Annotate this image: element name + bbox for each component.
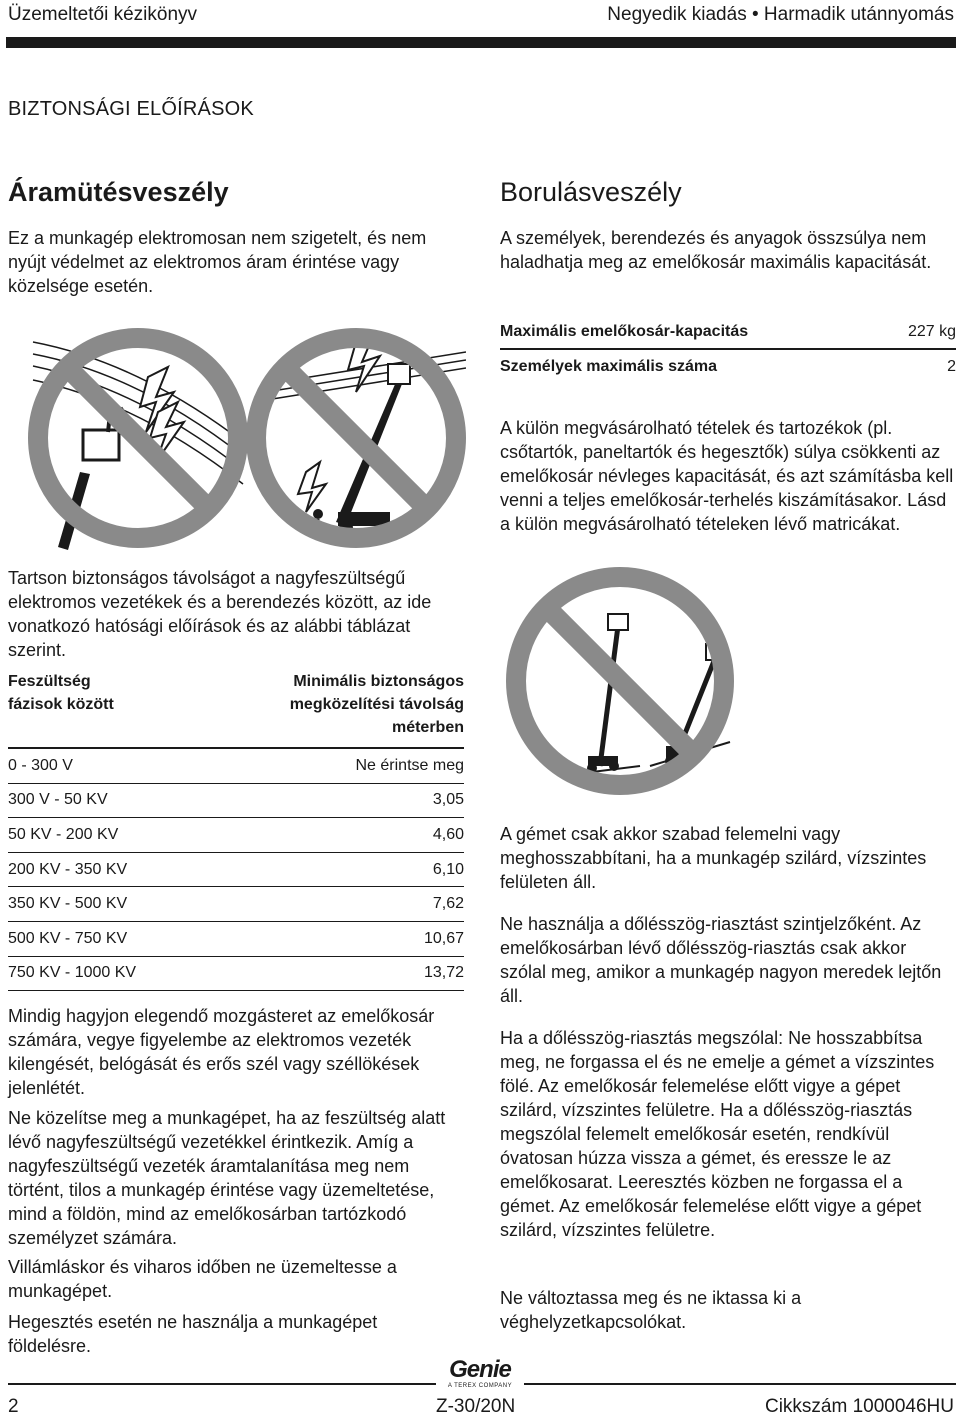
prohibited-lightning-illustration (246, 322, 466, 554)
col-distance-header-line2: megközelítési távolság (289, 696, 464, 713)
footer-rule-left (8, 1383, 436, 1385)
genie-logo (444, 1358, 516, 1390)
table-row (8, 784, 464, 819)
prohibited-power-line-contact-illustration (28, 322, 248, 554)
distance-cell: 3,05 (432, 791, 464, 809)
electrocution-intro: Ez a munkagép elektromosan nem szigetelt, és nem nyújt védelmet az elektromos áram érintése vagy közelsége esetén. (8, 228, 427, 296)
part-number: Cikkszám 1000046HU (764, 1396, 954, 1417)
model-number: Z-30/20N (436, 1396, 516, 1417)
table-row (8, 922, 464, 957)
accessories-text: A külön megvásárolható tételek és tartozékok (pl. csőtartók, paneltartók és hegesztők) súlya csökkenti az emelőkosár névleges kapacitását, és azt számításba kell venni a teljes emelőkosár-terhelés kiszámításakor. Lásd a külön megvásárolható tételeken lévő matricákat. (500, 418, 954, 534)
capacity-spec-table (500, 316, 956, 384)
spec-value: 227 kg (907, 323, 956, 340)
logo-wordmark: Genie (449, 1356, 511, 1383)
welding-ground-text: Hegesztés esetén ne használja a munkagépet földelésre. (8, 1312, 378, 1356)
distance-cell: 6,10 (432, 860, 464, 878)
tip-over-heading: Borulásveszély (500, 177, 682, 207)
prohibited-slope-illustration (500, 566, 740, 796)
voltage-cell: 300 V - 50 KV (8, 791, 108, 809)
tilt-alarm-text: Ne használja a dőlésszög-riasztást szintjelzőként. Az emelőkosárban lévő dőlésszög-riasztás csak akkor szólal meg, amikor a munkagép nagyon meredek lejtőn áll. (500, 914, 942, 1006)
voltage-cell: 200 KV - 350 KV (8, 860, 128, 878)
section-title: BIZTONSÁGI ELŐÍRÁSOK (8, 98, 254, 120)
tilt-alarm-action-text: Ha a dőlésszög-riasztás megszólal: Ne hosszabbítsa meg, ne forgassa el és ne emelje a gémet a vízszintes fölé. Az emelőkosár felemelése előtt vigye a gépet szilárd, vízszintes felületre. Ha a dőlésszög-riasztás megszólal felemelt emelőkosár esetén, rendkívül óvatosan húzza vissza a gémet, és eressze le az emelőkosarat. Leeresztés közben ne forgassa el a gémet. Az emelőkosár felemelése előtt vigye a gépet szilárd, vízszintes felületre. (500, 1028, 935, 1240)
electrocution-heading: Áramütésveszély (8, 177, 229, 207)
voltage-cell: 50 KV - 200 KV (8, 825, 119, 843)
col-distance-header-line1: Minimális biztonságos (293, 673, 464, 690)
footer-rule-right (524, 1383, 956, 1385)
voltage-cell: 750 KV - 1000 KV (8, 964, 137, 982)
clearance-table (8, 670, 464, 991)
limit-switch-text: Ne változtassa meg és ne iktassa ki a véghelyzetkapcsolókat. (500, 1288, 802, 1332)
distance-cell: 7,62 (432, 895, 464, 913)
table-row (8, 853, 464, 888)
spec-row-capacity (500, 316, 956, 350)
col-distance-header-line3: méterben (391, 719, 464, 736)
header-rule (6, 37, 956, 48)
spec-label: Maximális emelőkosár-kapacitás (500, 323, 749, 340)
distance-cell: 13,72 (423, 964, 464, 982)
lightning-text: Villámláskor és viharos időben ne üzemeltesse a munkagépet. (8, 1257, 397, 1301)
keep-distance-text: Tartson biztonságos távolságot a nagyfeszültségű elektromos vezetékek és a berendezés között, az ide vonatkozó hatósági előírások és az alábbi táblázat szerint. (8, 568, 432, 660)
voltage-cell: 500 KV - 750 KV (8, 929, 128, 947)
header-manual-title: Üzemeltetői kézikönyv (8, 4, 198, 25)
distance-cell: 4,60 (432, 825, 464, 843)
clearance-table-header (8, 670, 464, 749)
header-edition: Negyedik kiadás • Harmadik utánnyomás (607, 4, 954, 25)
table-row (8, 818, 464, 853)
logo-subtitle: A TEREX COMPANY (447, 1383, 513, 1389)
boom-level-text: A gémet csak akkor szabad felemelni vagy meghosszabbítani, ha a munkagép szilárd, vízszintes felületen áll. (500, 824, 927, 892)
table-row (8, 749, 464, 784)
voltage-cell: 0 - 300 V (8, 756, 73, 774)
spec-row-occupants (500, 350, 956, 384)
page-number: 2 (8, 1396, 19, 1417)
distance-cell: Ne érintse meg (355, 756, 464, 774)
spec-label: Személyek maximális száma (500, 358, 718, 375)
col-voltage-header-line2: fázisok között (8, 696, 114, 713)
col-voltage-header-line1: Feszültség (8, 673, 91, 690)
voltage-cell: 350 KV - 500 KV (8, 895, 128, 913)
energized-contact-text: Ne közelítse meg a munkagépet, ha az feszültség alatt lévő nagyfeszültségű vezetékkel érintkezik. Amíg a nagyfeszültségű vezeték áramtalanítása meg nem történt, tilos a munkagép érintése vagy üzemeltetése, mind a földön, mind az emelőkosárban tartózkodó személyzet számára. (8, 1108, 446, 1248)
table-row (8, 887, 464, 922)
tip-over-intro: A személyek, berendezés és anyagok összsúlya nem haladhatja meg az emelőkosár maximális kapacitását. (500, 228, 932, 272)
distance-cell: 10,67 (423, 929, 464, 947)
clearance-movement-text: Mindig hagyjon elegendő mozgásteret az emelőkosár számára, vegye figyelembe az elektromos vezeték kilengését, belógását és erős szél vagy széllökések jelenlétét. (8, 1006, 435, 1098)
table-row (8, 957, 464, 992)
spec-value: 2 (947, 358, 956, 375)
